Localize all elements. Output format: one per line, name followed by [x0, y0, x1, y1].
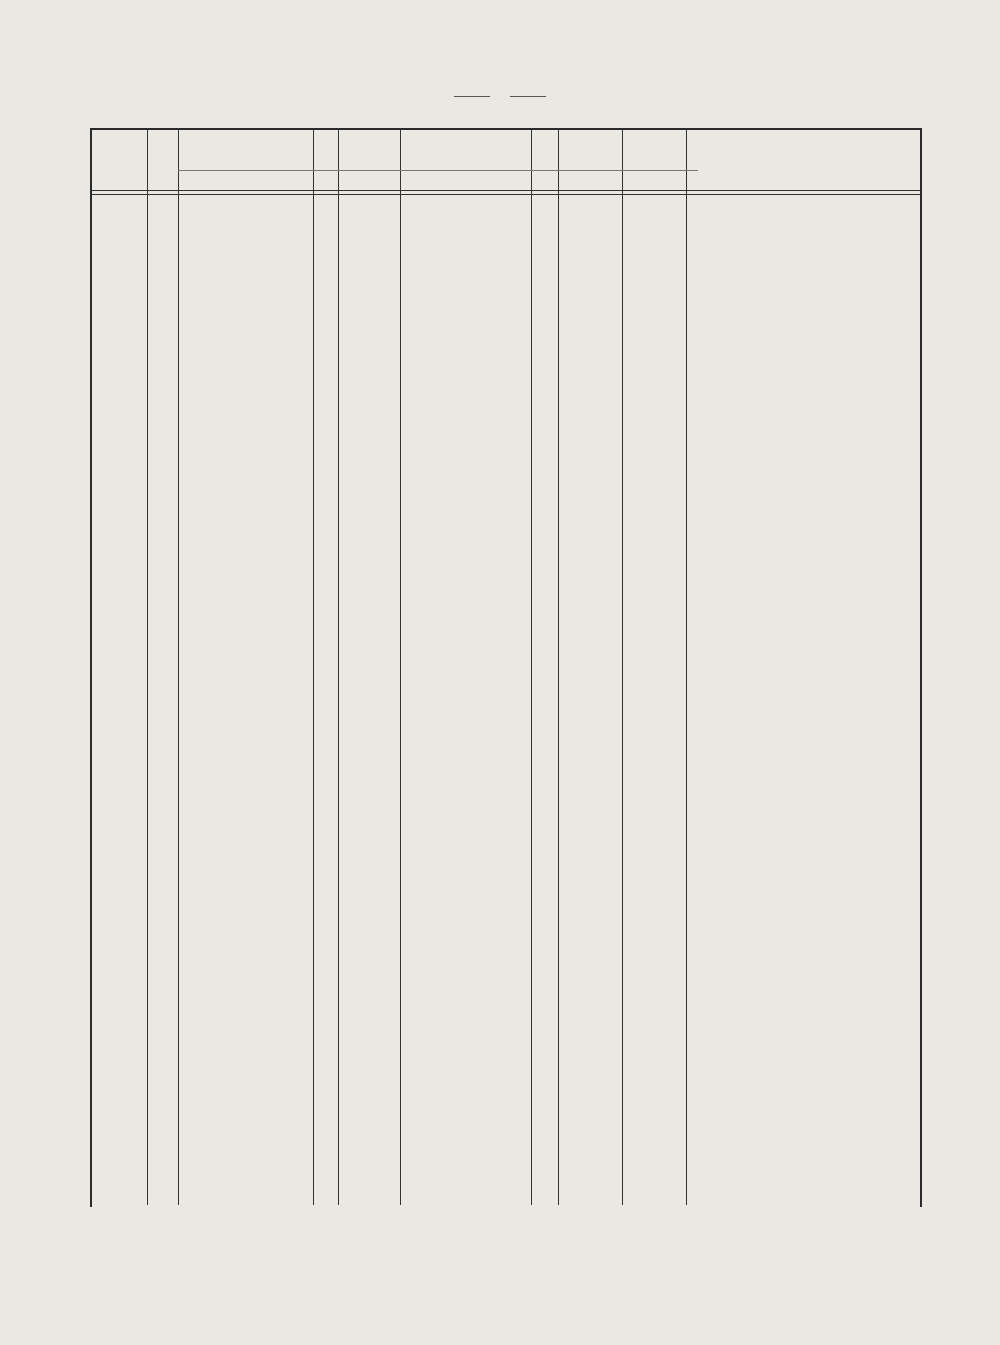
page-number	[0, 88, 1000, 104]
table-frame	[90, 128, 922, 1207]
